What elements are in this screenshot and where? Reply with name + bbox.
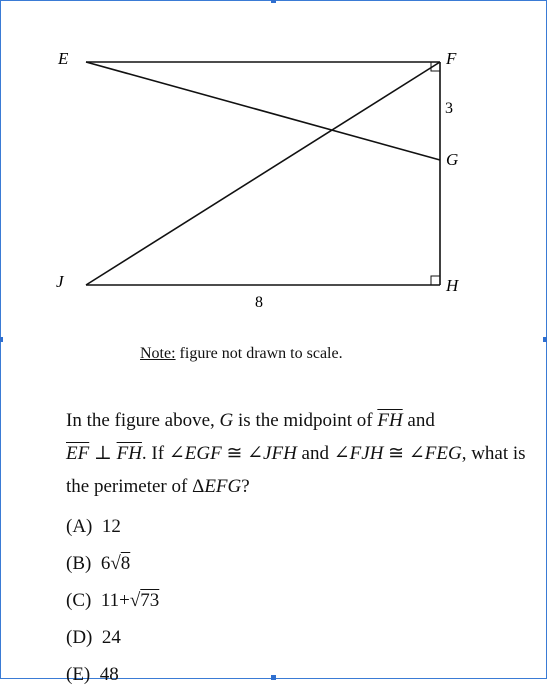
question-part: , what is the perimeter of Δ <box>66 443 526 497</box>
point-label-j: J <box>56 272 64 291</box>
choice-a[interactable] <box>66 508 159 545</box>
choice-value: 11+√ <box>100 590 141 611</box>
question-part: and ∠ <box>296 443 350 464</box>
right-angle-marks <box>431 62 440 285</box>
figure-note <box>140 345 343 363</box>
angle-jfh: JFH <box>263 443 297 464</box>
choice-label: (C) <box>66 590 92 611</box>
perp-symbol: ⊥ <box>89 443 117 464</box>
length-label-jh: 8 <box>255 294 263 311</box>
length-label-fg: 3 <box>445 100 453 117</box>
choice-c[interactable] <box>66 582 159 619</box>
choice-label: (B) <box>66 553 92 574</box>
point-label-e: E <box>58 49 69 68</box>
note-text: figure not drawn to scale. <box>179 345 343 362</box>
congruent-symbol: ≅ ∠ <box>383 443 425 464</box>
point-label-f: F <box>446 49 457 68</box>
choice-radicand: 73 <box>140 590 160 611</box>
choice-value: 6√ <box>100 553 121 574</box>
question-part: and <box>402 410 435 431</box>
question-part: In the figure above, <box>66 410 220 431</box>
question-text <box>66 404 541 503</box>
choice-e[interactable] <box>66 656 159 693</box>
choice-label: (D) <box>66 627 93 648</box>
choice-b[interactable] <box>66 545 159 582</box>
segment-fh-text: $\overline{FH}$ <box>116 443 142 464</box>
choice-value: 24 <box>101 627 121 648</box>
question-part: . If ∠ <box>141 443 185 464</box>
segment-ef-text: $\overline{EF}$ <box>66 443 90 464</box>
resize-handle-left[interactable] <box>0 337 3 342</box>
angle-fjh: FJH <box>349 443 384 464</box>
resize-handle-right[interactable] <box>543 337 547 342</box>
note-label: Note: <box>140 345 176 362</box>
segment-eg <box>86 62 440 160</box>
triangle-efg: EFG <box>204 476 242 497</box>
answer-choices <box>66 508 159 693</box>
var-g: G <box>219 410 234 431</box>
angle-egf: EGF <box>184 443 222 464</box>
choice-label: (E) <box>66 664 91 685</box>
choice-d[interactable] <box>66 619 159 656</box>
geometry-figure <box>0 0 547 330</box>
segment-fh-text: $\overline{FH}$ <box>377 410 403 431</box>
resize-handle-bottom[interactable] <box>271 675 276 680</box>
segment-jf <box>86 62 440 285</box>
choice-radicand: 8 <box>120 553 131 574</box>
choice-label: (A) <box>66 516 93 537</box>
point-label-g: G <box>446 150 459 169</box>
question-part: ? <box>241 476 250 497</box>
point-label-h: H <box>446 276 459 295</box>
question-part: is the midpoint of <box>233 410 378 431</box>
congruent-symbol: ≅ ∠ <box>221 443 264 464</box>
choice-value: 12 <box>101 516 121 537</box>
choice-value: 48 <box>99 664 119 685</box>
angle-feg: FEG <box>424 443 462 464</box>
